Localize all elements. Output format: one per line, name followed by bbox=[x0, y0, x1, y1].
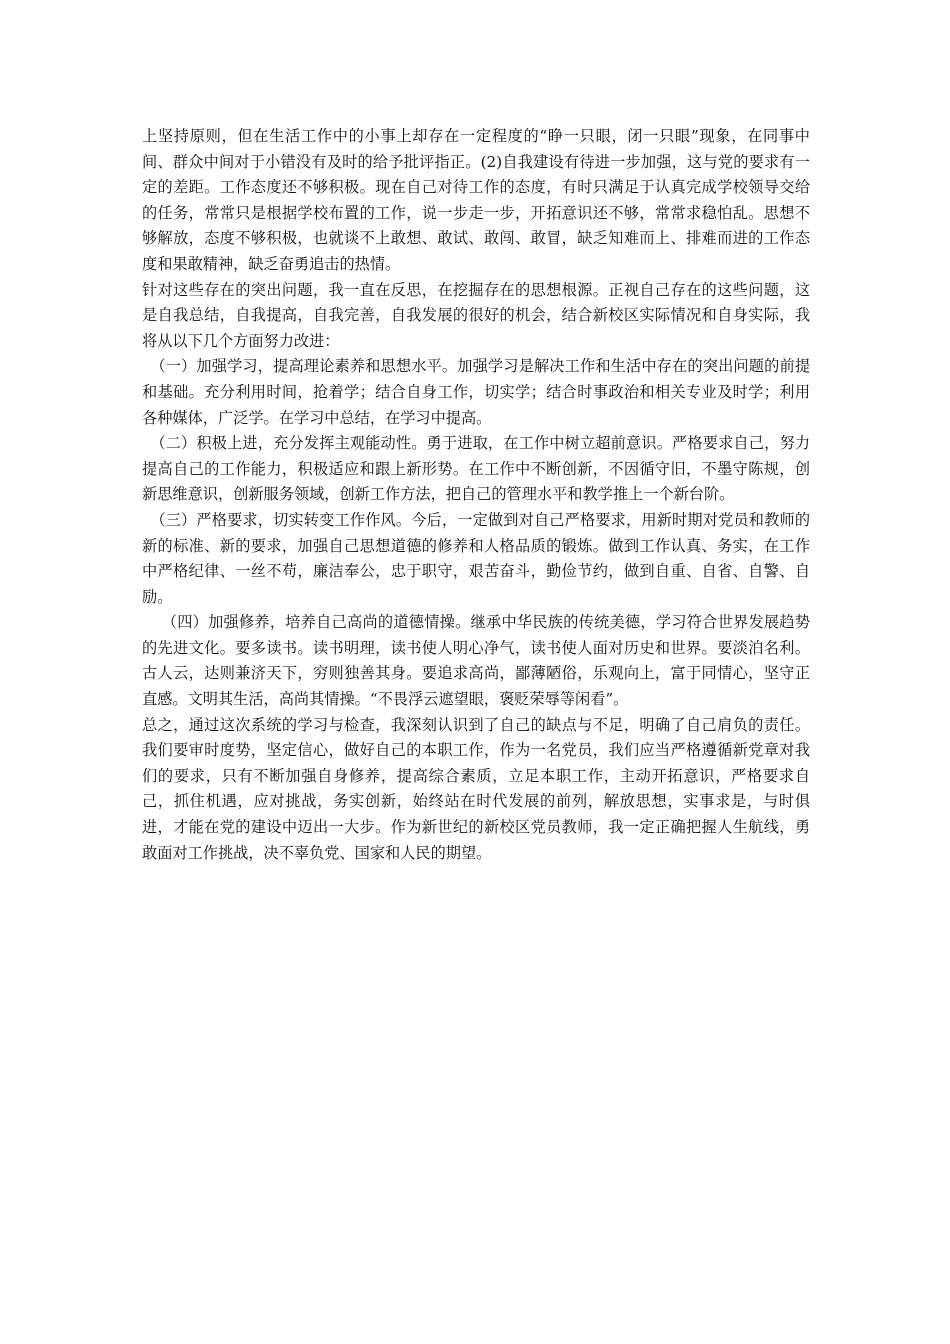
paragraph-reflection: 针对这些存在的突出问题，我一直在反思，在挖掘存在的思想根源。正视自己存在的这些问题，这是自我总结，自我提高，自我完善，自我发展的很好的机会，结合新校区实际情况和自身实际，我将从以下几个方面努力改进： bbox=[142, 280, 810, 350]
paragraph-item-four: （四）加强修养，培养自己高尚的道德情操。继承中华民族的传统美德，学习符合世界发展趋势的先进文化。要多读书。读书明理，读书使人明心净气，读书使人面对历史和世界。要淡泊名利。古人云，达则兼济天下，穷则独善其身。要追求高尚，鄙薄陋俗，乐观向上，富于同情心，坚守正直感。文明其生活，高尚其情操。“不畏浮云遮望眼，褒贬荣辱等闲看”。 bbox=[142, 613, 810, 709]
paragraph-item-three: （三）严格要求，切实转变工作作风。今后，一定做到对自己严格要求，用新时期对党员和教师的新的标准、新的要求，加强自己思想道德的修养和人格品质的锻炼。做到工作认真、务实，在工作中严格纪律、一丝不苟，廉洁奉公，忠于职守，艰苦奋斗，勤俭节约，做到自重、自省、自警、自励。 bbox=[142, 510, 810, 606]
paragraph-item-two: （二）积极上进，充分发挥主观能动性。勇于进取，在工作中树立超前意识。严格要求自己，努力提高自己的工作能力，积极适应和跟上新形势。在工作中不断创新，不因循守旧，不墨守陈规，创新思维意识，创新服务领域，创新工作方法，把自己的管理水平和教学推上一个新台阶。 bbox=[142, 434, 810, 504]
paragraph-shortcomings: 上坚持原则，但在生活工作中的小事上却存在一定程度的“睁一只眼，闭一只眼”现象，在同事中间、群众中间对于小错没有及时的给予批评指正。(2)自我建设有待进一步加强，这与党的要求有一定的差距。工作态度还不够积极。现在自己对待工作的态度，有时只满足于认真完成学校领导交给的任务，常常只是根据学校布置的工作，说一步走一步，开拓意识还不够，常常求稳怕乱。思想不够解放，态度不够积极，也就谈不上敢想、敢试、敢闯、敢冒，缺乏知难而上、排难而进的工作态度和果敢精神，缺乏奋勇追击的热情。 bbox=[142, 127, 810, 273]
paragraph-conclusion: 总之，通过这次系统的学习与检查，我深刻认识到了自己的缺点与不足，明确了自己肩负的责任。我们要审时度势，坚定信心，做好自己的本职工作，作为一名党员，我们应当严格遵循新党章对我们的要求，只有不断加强自身修养，提高综合素质，立足本职工作，主动开拓意识，严格要求自己，抓住机遇，应对挑战，务实创新，始终站在时代发展的前列，解放思想，实事求是，与时俱进，才能在党的建设中迈出一大步。作为新世纪的新校区党员教师，我一定正确把握人生航线，勇敢面对工作挑战，决不辜负党、国家和人民的期望。 bbox=[142, 715, 810, 862]
document-body bbox=[142, 124, 810, 866]
paragraph-item-one: （一）加强学习，提高理论素养和思想水平。加强学习是解决工作和生活中存在的突出问题的前提和基础。充分利用时间，抢着学；结合自身工作，切实学；结合时事政治和相关专业及时学；利用各种媒体，广泛学。在学习中总结，在学习中提高。 bbox=[142, 357, 810, 427]
